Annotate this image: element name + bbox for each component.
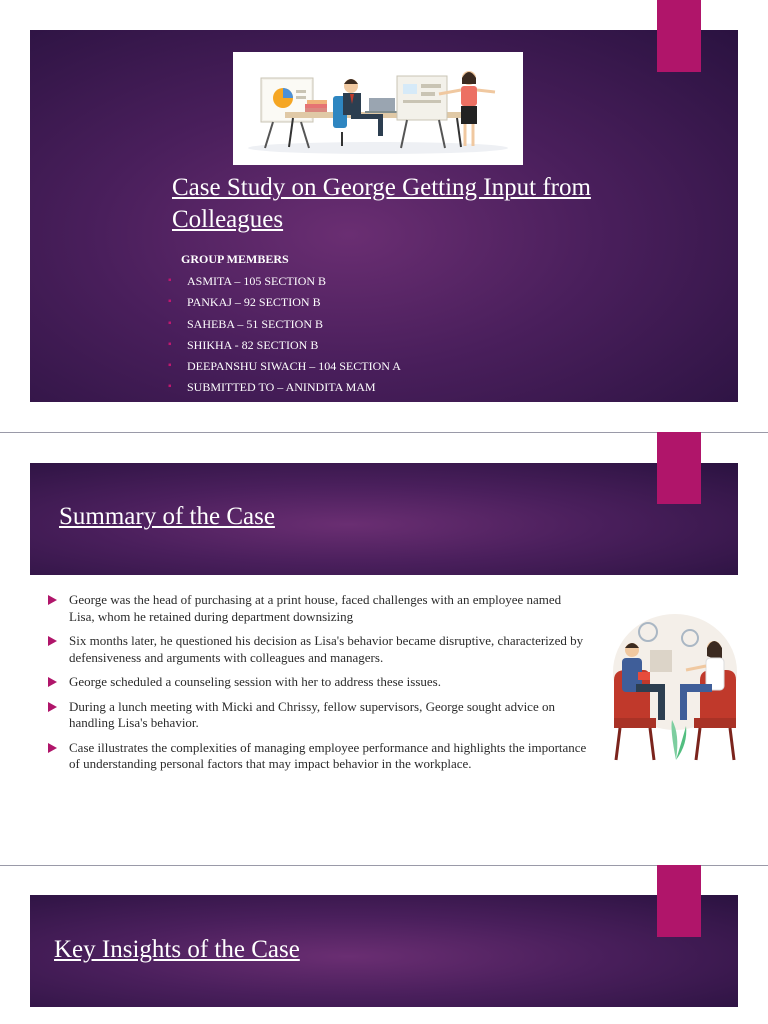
list-item: ▪ PANKAJ – 92 SECTION B [168,295,321,310]
page-divider [0,432,768,433]
list-item: During a lunch meeting with Micki and Chrissy, fellow supervisors, George sought advice on handling Lisa's behavior. [48,699,588,732]
slide-title: Case Study on George Getting Input from Colleagues [172,174,591,233]
arrow-bullet-icon [48,743,57,753]
bullet-icon: ▪ [168,381,172,393]
bullet-icon: ▪ [168,360,172,372]
bullet-icon: ▪ [168,296,172,308]
page-divider [0,865,768,866]
list-item: George scheduled a counseling session with her to address these issues. [48,674,588,691]
bullet-icon: ▪ [168,338,172,350]
accent-tab [657,432,701,504]
arrow-bullet-icon [48,595,57,605]
members-list [166,272,401,400]
list-item: ▪ ASMITA – 105 SECTION B [168,274,327,288]
list-item: ▪ SAHEBA – 51 SECTION B [168,316,324,331]
list-item: ▪ SHIKHA - 82 SECTION B [168,337,319,352]
list-item: ▪ DEEPANSHU SIWACH – 104 SECTION A [168,359,401,374]
list-item: Case illustrates the complexities of managing employee performance and highlights the importance of understanding personal factors that may impact behavior in the workplace. [48,740,588,773]
list-item: George was the head of purchasing at a print house, faced challenges with an employee named Lisa, whom he retained during department downsizing [48,592,588,625]
bullet-icon: ▪ [168,275,172,286]
group-members-label: GROUP MEMBERS [181,252,289,266]
accent-tab [657,865,701,937]
counseling-session-illustration [610,610,740,770]
arrow-bullet-icon [48,636,57,646]
office-meeting-illustration [233,52,523,165]
arrow-bullet-icon [48,677,57,687]
section-title: Key Insights of the Case [54,936,300,963]
list-item: Six months later, he questioned his decision as Lisa's behavior became disruptive, characterized by defensiveness and arguments with colleagues and managers. [48,633,588,666]
accent-tab [657,0,701,72]
arrow-bullet-icon [48,702,57,712]
section-title: Summary of the Case [59,503,275,530]
bullet-icon: ▪ [168,317,172,329]
list-item: ▪ SUBMITTED TO – ANINDITA MAM [168,380,376,395]
summary-list [48,592,588,781]
